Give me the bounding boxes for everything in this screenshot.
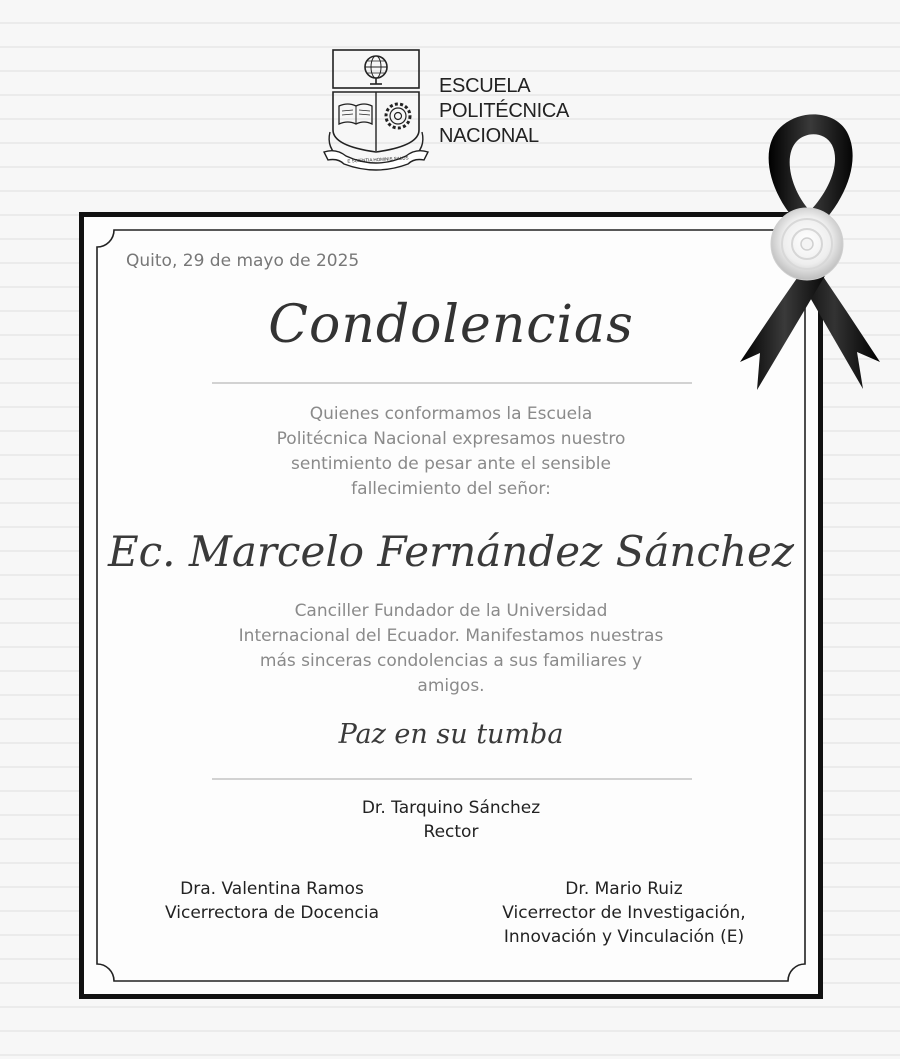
- signatory-name: Dr. Tarquino Sánchez: [361, 798, 541, 818]
- signature-right: [469, 877, 779, 949]
- description-line: Canciller Fundador de la Universidad: [294, 601, 608, 621]
- intro-line: sentimiento de pesar ante el sensible: [291, 454, 611, 474]
- crest-motto: E SCIENTIA HOMINIS SALUS: [347, 155, 409, 164]
- deceased-name: Ec. Marcelo Fernández Sánchez: [107, 527, 794, 576]
- date: Quito, 29 de mayo de 2025: [126, 251, 360, 271]
- logo-line-2: POLITÉCNICA: [439, 100, 570, 122]
- intro-line: Politécnica Nacional expresamos nuestro: [276, 429, 626, 449]
- card-title: Condolencias: [268, 295, 634, 355]
- divider-top: [212, 382, 692, 384]
- signatory-title: Rector: [423, 822, 479, 842]
- description-text: [84, 599, 818, 699]
- intro-line: Quienes conformamos la Escuela: [309, 404, 593, 424]
- mourning-ribbon-icon: [735, 107, 885, 392]
- intro-line: fallecimiento del señor:: [351, 479, 551, 499]
- logo-line-1: ESCUELA: [439, 75, 531, 97]
- closing-phrase: Paz en su tumba: [338, 719, 564, 750]
- intro-text: [84, 402, 818, 502]
- institution-logo: [322, 48, 582, 172]
- logo-line-3: NACIONAL: [439, 125, 539, 147]
- signature-left: [122, 877, 422, 925]
- divider-bottom: [212, 778, 692, 780]
- signatory-title: Vicerrector de Investigación,: [502, 903, 746, 923]
- crest-icon: [322, 48, 432, 172]
- signature-rector: [301, 796, 601, 844]
- description-line: más sinceras condolencias a sus familiares y: [259, 651, 643, 671]
- condolence-card: [79, 212, 823, 999]
- signatory-title: Innovación y Vinculación (E): [503, 927, 745, 947]
- signatory-name: Dra. Valentina Ramos: [180, 879, 364, 899]
- signatory-name: Dr. Mario Ruiz: [565, 879, 683, 899]
- signatory-title: Vicerrectora de Docencia: [165, 903, 379, 923]
- description-line: amigos.: [417, 676, 485, 696]
- institution-name: [439, 74, 569, 149]
- description-line: Internacional del Ecuador. Manifestamos nuestras: [238, 626, 664, 646]
